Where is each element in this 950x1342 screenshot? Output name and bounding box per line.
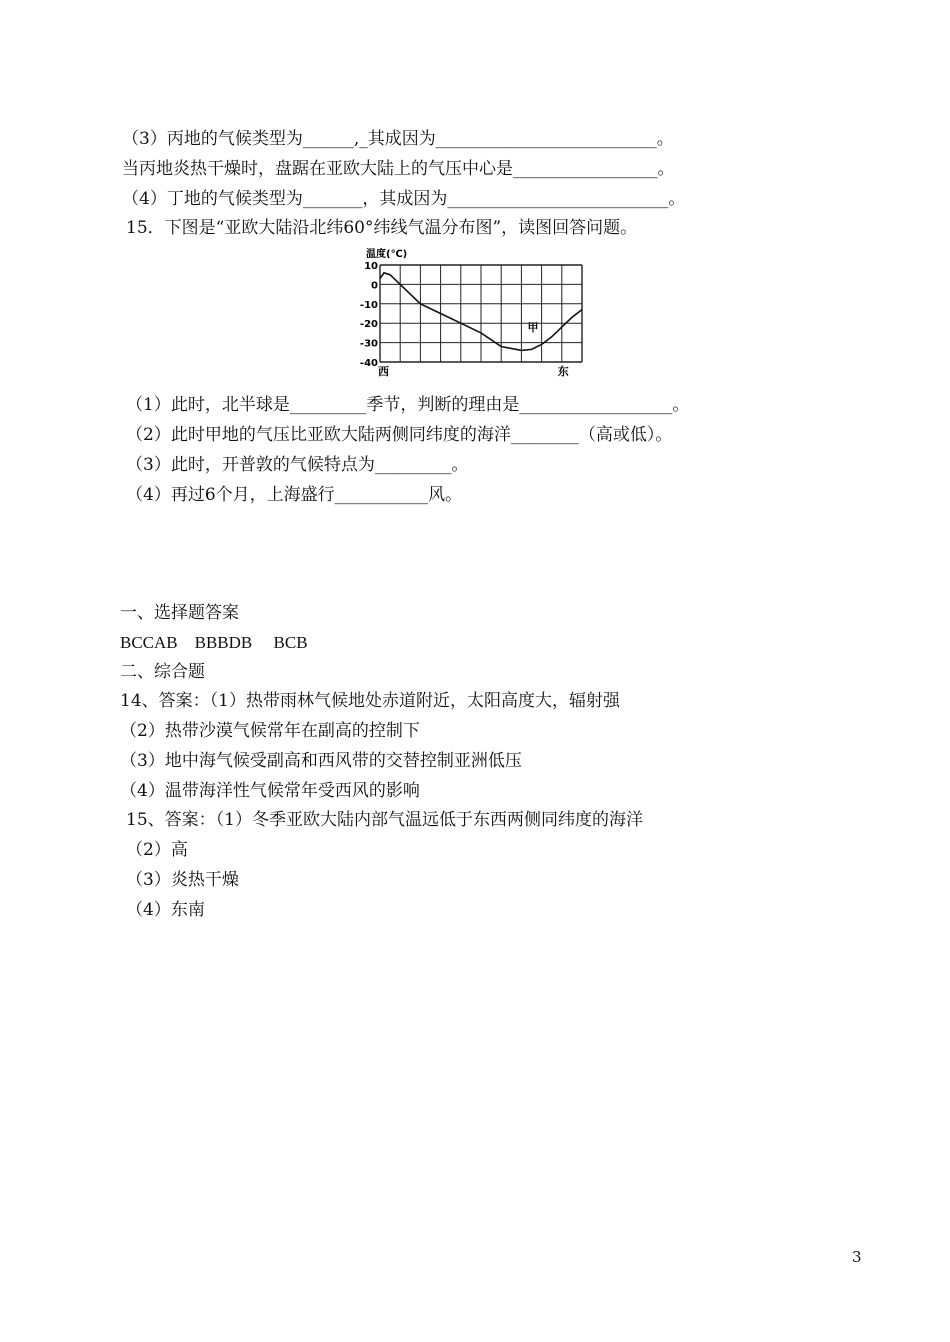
answer-14-2: （2）热带沙漠气候常年在副高的控制下 [120,721,420,741]
q15-4-line: （4）再过6个月，上海盛行___________风。 [126,485,463,505]
answer-15-3: （3）炎热干燥 [126,870,239,890]
y-tick-label: -30 [359,338,378,350]
q15-1-line: （1）此时，北半球是_________季节，判断的理由是__________________。 [126,395,690,415]
q14-4-line: （4）丁地的气候类型为_______，其成因为__________________________。 [122,189,686,209]
q15-2-line: （2）此时甲地的气压比亚欧大陆两侧同纬度的海洋________（高或低）。 [126,425,673,445]
q14-3-line: （3）丙地的气候类型为______,_其成因为__________________________。 [122,129,674,149]
chart-xlabel-west: 西 [378,365,389,378]
chart-grid [380,265,582,362]
y-tick-label: -20 [359,319,378,331]
answer-14-1: 14、答案：（1）热带雨林气候地处赤道附近，太阳高度大，辐射强 [120,691,620,711]
section1-answers: BCCAB BBBDB BCB [120,633,308,652]
y-tick-label: 0 [371,280,378,292]
section2-title: 二、综合题 [120,662,205,682]
q15-3-line: （3）此时，开普敦的气候特点为_________。 [126,455,469,475]
y-tick-label: -40 [359,358,378,369]
temperature-chart [358,245,590,380]
y-tick-label: 10 [364,261,378,272]
answer-15-1: 15、答案：（1）冬季亚欧大陆内部气温远低于东西两侧同纬度的海洋 [126,810,643,830]
y-tick-label: -10 [359,299,378,311]
page-number: 3 [852,1248,862,1266]
chart-ticks [360,261,378,369]
chart-ylabel: 温度(℃) [366,249,408,260]
chart-xlabel-east: 东 [557,365,569,378]
q15-line: 15．下图是“亚欧大陆沿北纬60°纬线气温分布图”，读图回答问题。 [126,218,638,238]
answer-15-4: （4）东南 [126,900,205,920]
section1-title: 一、选择题答案 [120,603,239,623]
answer-14-3: （3）地中海气候受副高和西风带的交替控制亚洲低压 [120,751,522,771]
q14-3b-line: 当丙地炎热干燥时，盘踞在亚欧大陆上的气压中心是_________________。 [122,159,675,179]
answer-14-4: （4）温带海洋性气候常年受西风的影响 [120,781,420,801]
chart-annotation: 甲 [527,320,539,334]
answer-15-2: （2）高 [126,840,188,860]
